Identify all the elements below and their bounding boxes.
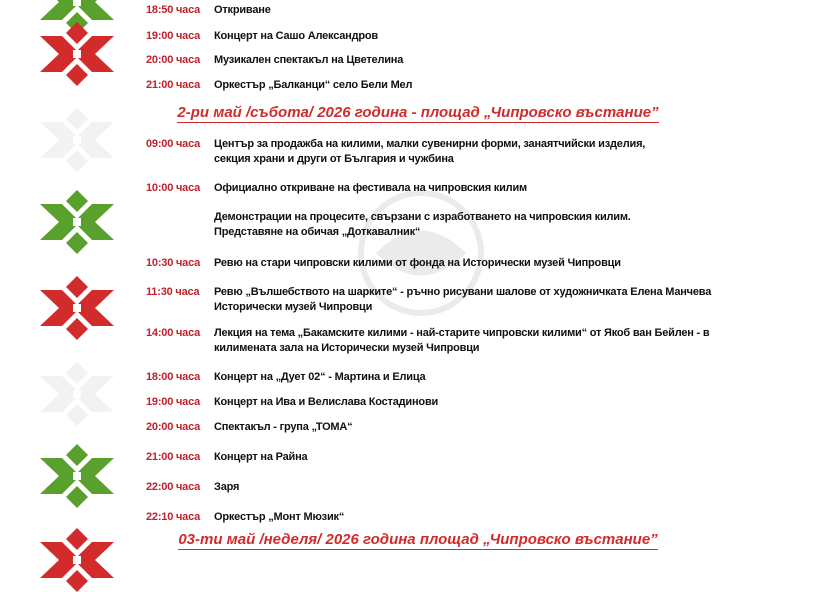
event-text-line: Ревю „Вълшебството на шарките“ - ръчно рисувани шалове от художничката Елена Манчева bbox=[214, 286, 712, 298]
event-text-line: Откриване bbox=[214, 4, 271, 16]
event-description bbox=[214, 78, 796, 93]
event-time: 18:50 часа bbox=[146, 4, 201, 16]
event-description bbox=[214, 210, 796, 240]
event-text-line: Концерт на Райна bbox=[214, 451, 308, 463]
schedule-row bbox=[146, 285, 796, 315]
event-time: 14:00 часа bbox=[146, 327, 201, 339]
event-text-line: Оркестър „Балканци“ село Бели Мел bbox=[214, 79, 413, 91]
event-text-line: Лекция на тема „Бакамските килими - най-старите чипровски килими“ от Якоб ван Бейлен - в bbox=[214, 327, 710, 339]
event-text-line: Исторически музей Чипровци bbox=[214, 301, 373, 313]
event-text-line: Представяне на обичая „Доткавалник“ bbox=[214, 226, 421, 238]
event-description bbox=[214, 420, 796, 435]
event-time: 19:00 часа bbox=[146, 396, 201, 408]
event-description bbox=[214, 326, 796, 356]
day3-heading: 03-ти май /неделя/ 2026 година площад „Чипровско въстание” bbox=[178, 531, 658, 548]
event-text-line: Заря bbox=[214, 481, 240, 493]
event-time bbox=[146, 210, 214, 240]
event-text-line: Оркестър „Монт Мюзик“ bbox=[214, 511, 345, 523]
event-text-line: Концерт на Ива и Велислава Костадинови bbox=[214, 396, 439, 408]
schedule-row bbox=[146, 3, 796, 18]
event-time: 20:00 часа bbox=[146, 421, 201, 433]
event-description bbox=[214, 53, 796, 68]
carpet-motif-green-icon bbox=[40, 444, 114, 508]
schedule-row bbox=[146, 510, 796, 525]
event-description bbox=[214, 137, 796, 167]
schedule-row bbox=[146, 370, 796, 385]
event-description bbox=[214, 29, 796, 44]
event-time: 09:00 часа bbox=[146, 138, 201, 150]
event-time: 19:00 часа bbox=[146, 30, 201, 42]
schedule-row bbox=[146, 420, 796, 435]
event-text-line: Център за продажба на килими, малки сувенирни форми, занаятчийски изделия, bbox=[214, 138, 646, 150]
event-time: 21:00 часа bbox=[146, 79, 201, 91]
event-description bbox=[214, 181, 796, 196]
event-text-line: Ревю на стари чипровски килими от фонда на Исторически музей Чипровци bbox=[214, 257, 621, 269]
event-description bbox=[214, 510, 796, 525]
event-time: 18:00 часа bbox=[146, 371, 201, 383]
event-description bbox=[214, 3, 796, 18]
event-time: 22:10 часа bbox=[146, 511, 201, 523]
carpet-motif-green-icon bbox=[40, 190, 114, 254]
event-time: 10:00 часа bbox=[146, 182, 201, 194]
schedule-row bbox=[146, 78, 796, 93]
event-text-line: Музикален спектакъл на Цветелина bbox=[214, 54, 404, 66]
event-time: 20:00 часа bbox=[146, 54, 201, 66]
schedule-row bbox=[146, 210, 796, 240]
schedule-row bbox=[146, 53, 796, 68]
event-description bbox=[214, 450, 796, 465]
schedule-row bbox=[146, 326, 796, 356]
schedule-row bbox=[146, 29, 796, 44]
schedule-row bbox=[146, 450, 796, 465]
day2-heading: 2-ри май /събота/ 2026 година - площад „Чипровско въстание” bbox=[177, 104, 659, 121]
event-text-line: Официално откриване на фестивала на чипровския килим bbox=[214, 182, 527, 194]
event-description bbox=[214, 395, 796, 410]
event-text-line: килимената зала на Исторически музей Чипровци bbox=[214, 342, 480, 354]
event-description bbox=[214, 370, 796, 385]
event-text-line: Спектакъл - група „ТОМА“ bbox=[214, 421, 353, 433]
event-time: 11:30 часа bbox=[146, 286, 200, 298]
event-time: 10:30 часа bbox=[146, 257, 201, 269]
carpet-motif-red-icon bbox=[40, 276, 114, 340]
schedule-row bbox=[146, 480, 796, 495]
carpet-motif-white-icon bbox=[40, 362, 114, 426]
event-text-line: секция храни и други от България и чужбина bbox=[214, 153, 454, 165]
event-text-line: Концерт на „Дует 02“ - Мартина и Елица bbox=[214, 371, 426, 383]
schedule-row bbox=[146, 395, 796, 410]
carpet-motif-red-icon bbox=[40, 22, 114, 86]
schedule-row bbox=[146, 137, 796, 167]
event-time: 22:00 часа bbox=[146, 481, 201, 493]
event-description bbox=[214, 480, 796, 495]
event-text-line: Концерт на Сашо Александров bbox=[214, 30, 378, 42]
event-time: 21:00 часа bbox=[146, 451, 201, 463]
event-description bbox=[214, 285, 796, 315]
event-text-line: Демонстрации на процесите, свързани с изработването на чипровския килим. bbox=[214, 211, 631, 223]
event-description bbox=[214, 256, 796, 271]
schedule-row bbox=[146, 181, 796, 196]
schedule-row bbox=[146, 256, 796, 271]
